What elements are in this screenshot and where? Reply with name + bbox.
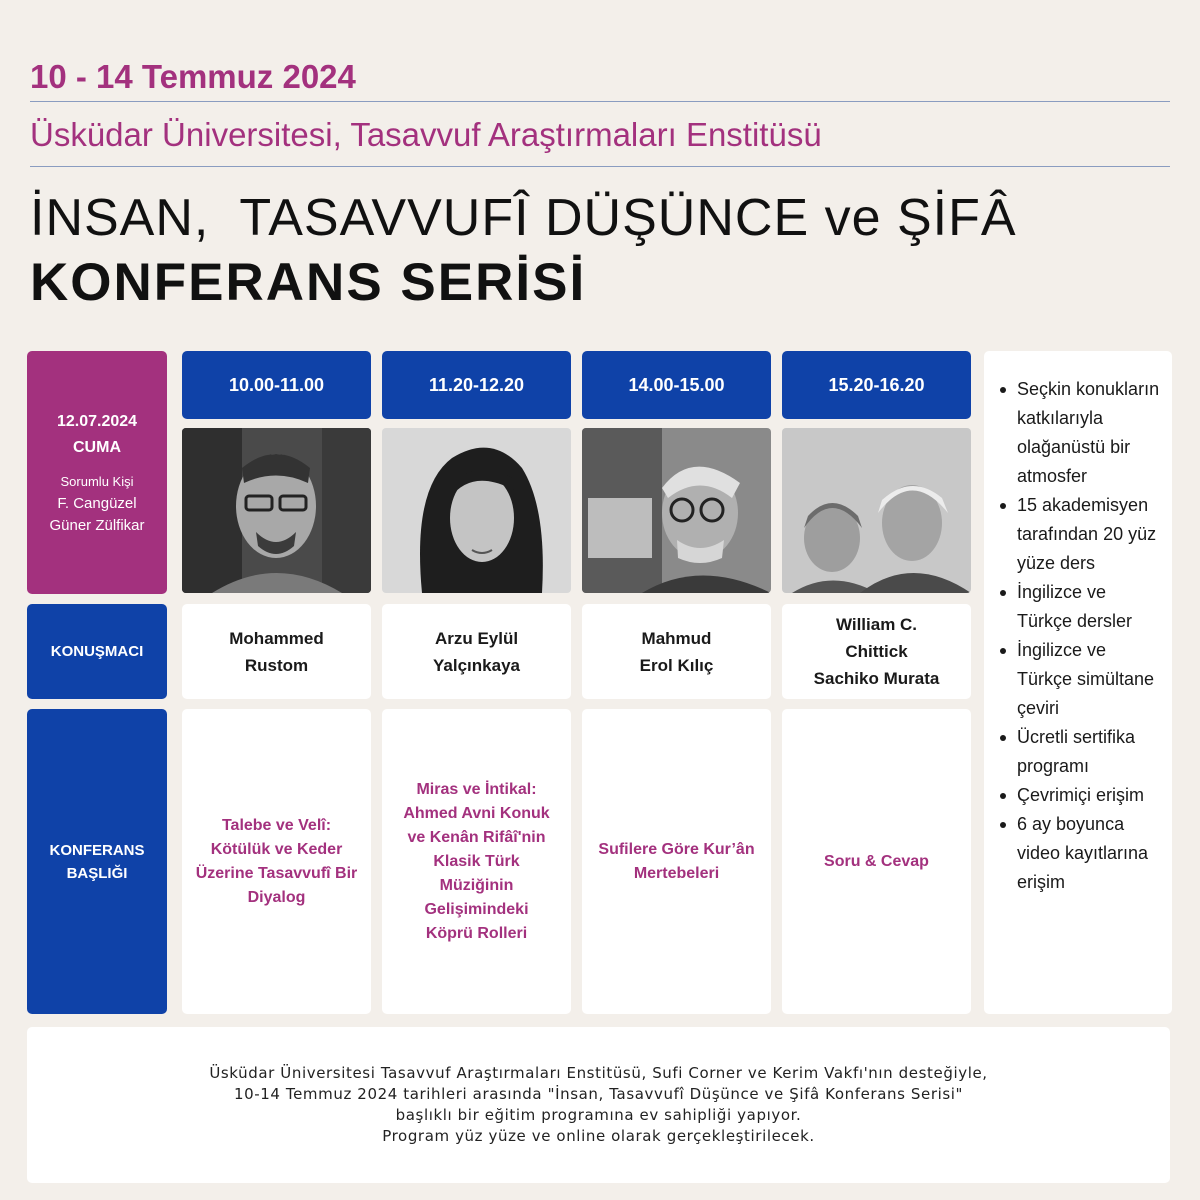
institute-name: Üsküdar Üniversitesi, Tasavvuf Araştırmaları Enstitüsü: [30, 116, 822, 153]
session-time: [182, 351, 371, 419]
session-time: [382, 351, 571, 419]
feature-item: Ücretli sertifika programı: [998, 723, 1164, 781]
speaker-name-line: Erol Kılıç: [639, 655, 714, 675]
speaker-photo-image: [582, 428, 771, 593]
responsible-label: Sorumlu Kişi: [60, 473, 134, 489]
responsible-name-line1: F. Cangüzel: [57, 494, 137, 512]
talk-title-line: Ahmed Avni Konuk: [403, 804, 550, 822]
day-date: 12.07.2024: [56, 412, 138, 430]
talk-title-line: Miras ve İntikal:: [416, 780, 537, 798]
speaker-name: [782, 604, 971, 699]
divider: [30, 101, 1170, 102]
talk-row-label-line2: BAŞLIĞI: [66, 864, 128, 882]
speaker-name-line: Arzu Eylül: [434, 628, 519, 648]
feature-item: Çevrimiçi erişim: [998, 781, 1164, 810]
session-time-text: 15.20-16.20: [828, 374, 925, 395]
speaker-photo-image: [782, 428, 971, 593]
speaker-name: [382, 604, 571, 699]
speaker-name-line: Mohammed: [229, 628, 324, 648]
footer-description: [27, 1027, 1170, 1183]
session-time: [782, 351, 971, 419]
speaker-photo: [782, 428, 971, 593]
page-subtitle: KONFERANS SERİSİ: [30, 253, 587, 312]
talk-title: [782, 709, 971, 1014]
talk-title-line: Sufilere Göre Kur’ân: [598, 840, 755, 858]
speaker-photo-image: [182, 428, 371, 593]
speaker-name-line: Yalçınkaya: [433, 655, 520, 675]
speaker-row-label-text: KONUŞMACI: [50, 643, 144, 660]
day-box: [27, 351, 167, 594]
talk-title: [382, 709, 571, 1014]
feature-item: İngilizce ve Türkçe dersler: [998, 578, 1164, 636]
speaker-photo: [382, 428, 571, 593]
session-time-text: 14.00-15.00: [628, 374, 725, 395]
talk-title: [182, 709, 371, 1014]
speaker-name-line: Chittick: [845, 642, 908, 661]
talk-title: [582, 709, 771, 1014]
footer-line: 10-14 Temmuz 2024 tarihleri arasında "İnsan, Tasavvufî Düşünce ve Şifâ Konferans Serisi": [233, 1085, 964, 1103]
talk-title-line: ve Kenân Rifâî'nin: [407, 828, 546, 846]
talk-title-line: Köprü Rolleri: [425, 924, 528, 942]
talk-title-line: Klasik Türk: [433, 852, 520, 870]
talk-title-line: Diyalog: [247, 888, 306, 906]
talk-title-line: Kötülük ve Keder: [210, 840, 343, 858]
features-panel: [984, 351, 1172, 1014]
speaker-name: [582, 604, 771, 699]
feature-item: Seçkin konukların katkılarıyla olağanüstü bir atmosfer: [998, 375, 1164, 491]
responsible-name-line2: Güner Zülfikar: [49, 516, 145, 534]
talk-title-line: Üzerine Tasavvufî Bir: [195, 864, 358, 882]
speaker-name-line: Mahmud: [641, 628, 712, 648]
talk-row-label: [27, 709, 167, 1014]
day-weekday: CUMA: [73, 438, 121, 456]
speaker-name-line: Rustom: [244, 655, 309, 675]
talk-title-line: Müziğinin: [439, 876, 514, 894]
talk-title-line: Talebe ve Velî:: [221, 816, 332, 834]
divider: [30, 166, 1170, 167]
feature-item: 6 ay boyunca video kayıtlarına erişim: [998, 810, 1164, 897]
feature-item: İngilizce ve Türkçe simültane çeviri: [998, 636, 1164, 723]
speaker-photo: [582, 428, 771, 593]
footer-line: Üsküdar Üniversitesi Tasavvuf Araştırmaları Enstitüsü, Sufi Corner ve Kerim Vakfı'nın desteğiyle,: [209, 1064, 988, 1082]
speaker-photo: [182, 428, 371, 593]
speaker-name-line: William C.: [835, 615, 918, 634]
session-time-text: 11.20-12.20: [428, 374, 525, 395]
talk-title-line: Gelişimindeki: [424, 900, 529, 918]
talk-title-line: Soru & Cevap: [824, 852, 929, 870]
speaker-row-label: [27, 604, 167, 699]
feature-item: 15 akademisyen tarafından 20 yüz yüze ders: [998, 491, 1164, 578]
session-time: [582, 351, 771, 419]
speaker-photo-image: [382, 428, 571, 593]
date-range: 10 - 14 Temmuz 2024: [30, 58, 356, 95]
features-list: [998, 375, 1164, 897]
talk-title-line: Mertebeleri: [633, 864, 720, 882]
footer-line: başlıklı bir eğitim programına ev sahipliği yapıyor.: [395, 1106, 802, 1124]
session-time-text: 10.00-11.00: [228, 374, 325, 395]
speaker-name-line: Sachiko Murata: [813, 669, 940, 688]
speaker-name: [182, 604, 371, 699]
page-title: İNSAN, TASAVVUFÎ DÜŞÜNCE ve ŞİFÂ: [30, 189, 1017, 247]
talk-row-label-line1: KONFERANS: [49, 841, 145, 859]
footer-line: Program yüz yüze ve online olarak gerçekleştirilecek.: [382, 1127, 815, 1145]
